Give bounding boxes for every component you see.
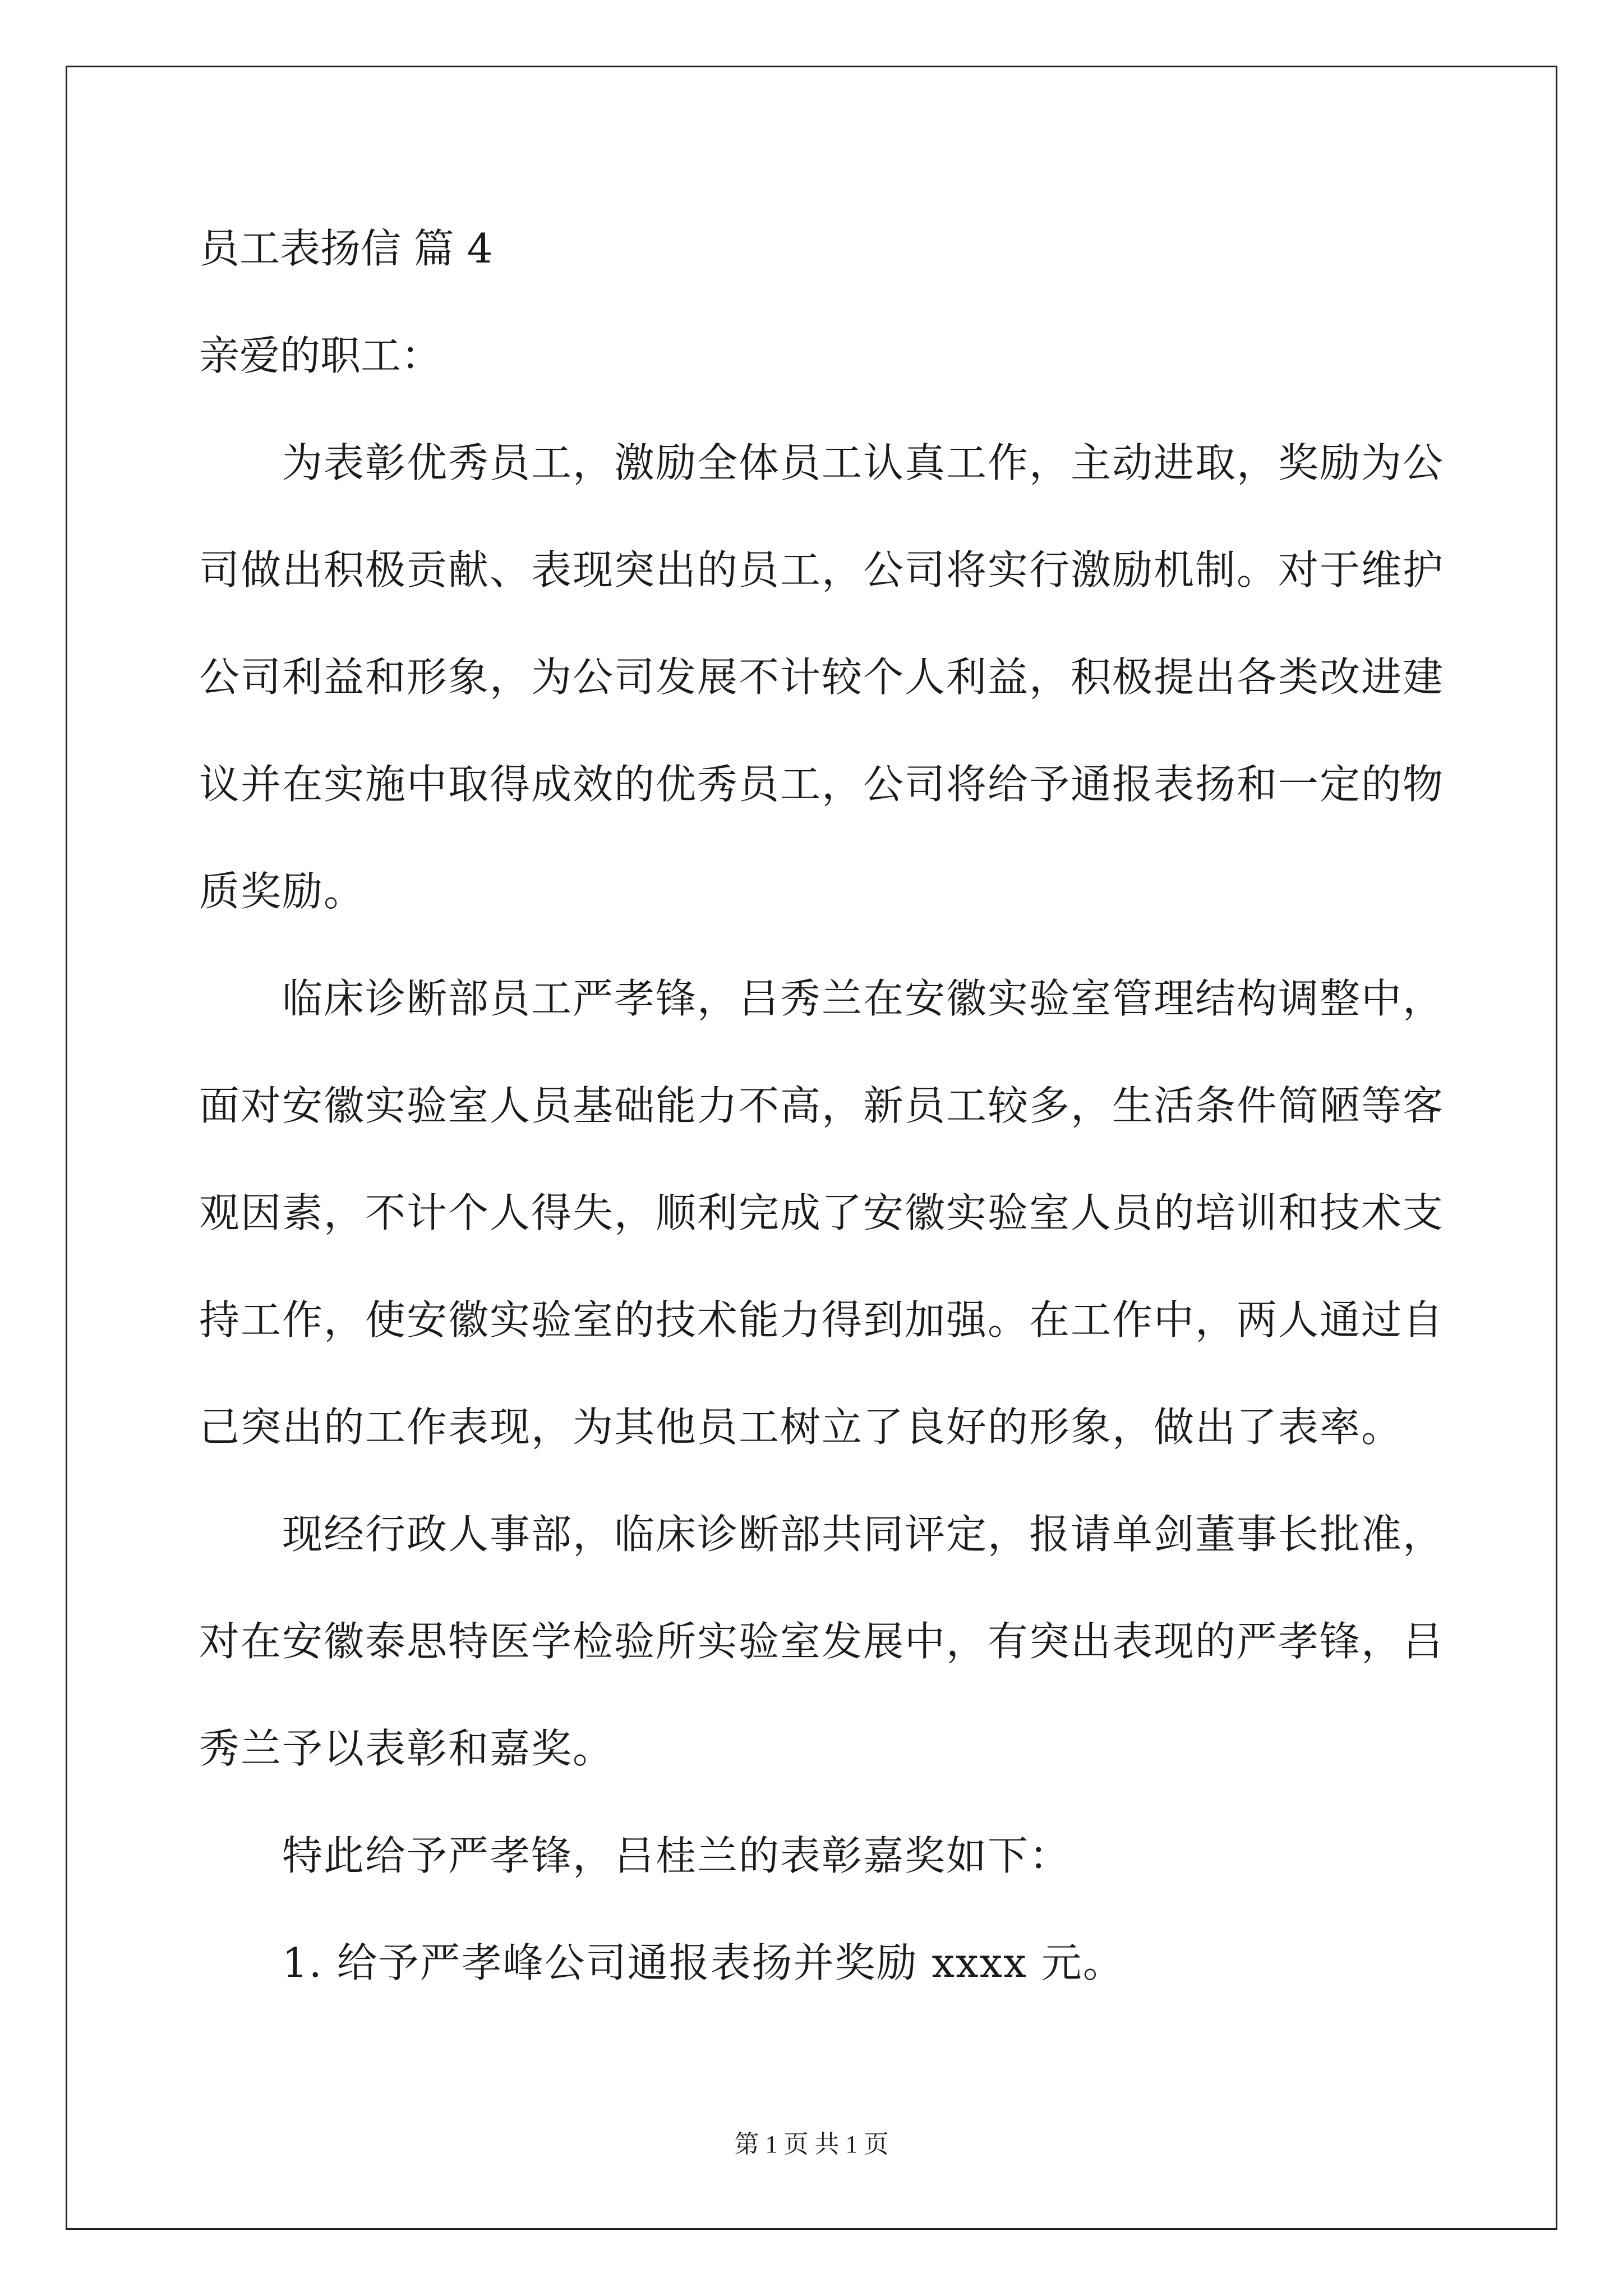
paragraph-line: 1. 给予严孝峰公司通报表扬并奖励 xxxx 元。 (282, 1939, 1124, 1986)
paragraph-line: 观因素，不计个人得失，顺利完成了安徽实验室人员的培训和技术支 (199, 1189, 1445, 1236)
document-body (199, 222, 1445, 2043)
paragraph-line: 持工作，使安徽实验室的技术能力得到加强。在工作中，两人通过自 (199, 1296, 1445, 1343)
paragraph-1 (199, 436, 1445, 918)
paragraph-line: 议并在实施中取得成效的优秀员工，公司将给予通报表扬和一定的物 (199, 761, 1445, 808)
paragraph-line: 临床诊断部员工严孝锋，吕秀兰在安徽实验室管理结构调整中， (282, 975, 1445, 1022)
paragraph-line: 对在安徽泰思特医学检验所实验室发展中，有突出表现的严孝锋，吕 (199, 1618, 1445, 1665)
paragraph-line: 面对安徽实验室人员基础能力不高，新员工较多，生活条件简陋等客 (199, 1082, 1445, 1129)
document-title: 员工表扬信 篇 4 (199, 225, 493, 272)
paragraph-line: 质奖励。 (199, 868, 366, 915)
paragraph-line: 特此给予严孝锋，吕桂兰的表彰嘉奖如下： (282, 1832, 1071, 1879)
paragraph-line: 公司利益和形象，为公司发展不计较个人利益，积极提出各类改进建 (199, 654, 1445, 701)
paragraph-line: 现经行政人事部，临床诊断部共同评定，报请单剑董事长批准， (282, 1511, 1445, 1558)
paragraph-line: 司做出积极贡献、表现突出的员工，公司将实行激励机制。对于维护 (199, 546, 1445, 593)
paragraph-line: 为表彰优秀员工，激励全体员工认真工作，主动进取，奖励为公 (282, 439, 1445, 486)
paragraph-3 (199, 1507, 1445, 1775)
page-footer: 第 1 页 共 1 页 (734, 2131, 889, 2158)
salutation: 亲爱的职工： (199, 332, 442, 379)
paragraph-line: 己突出的工作表现，为其他员工树立了良好的形象，做出了表率。 (199, 1404, 1403, 1451)
paragraph-2 (199, 972, 1445, 1454)
paragraph-line: 秀兰予以表彰和嘉奖。 (199, 1725, 615, 1772)
list-item-1 (199, 1936, 1427, 1990)
paragraph-4 (199, 1829, 1427, 1883)
